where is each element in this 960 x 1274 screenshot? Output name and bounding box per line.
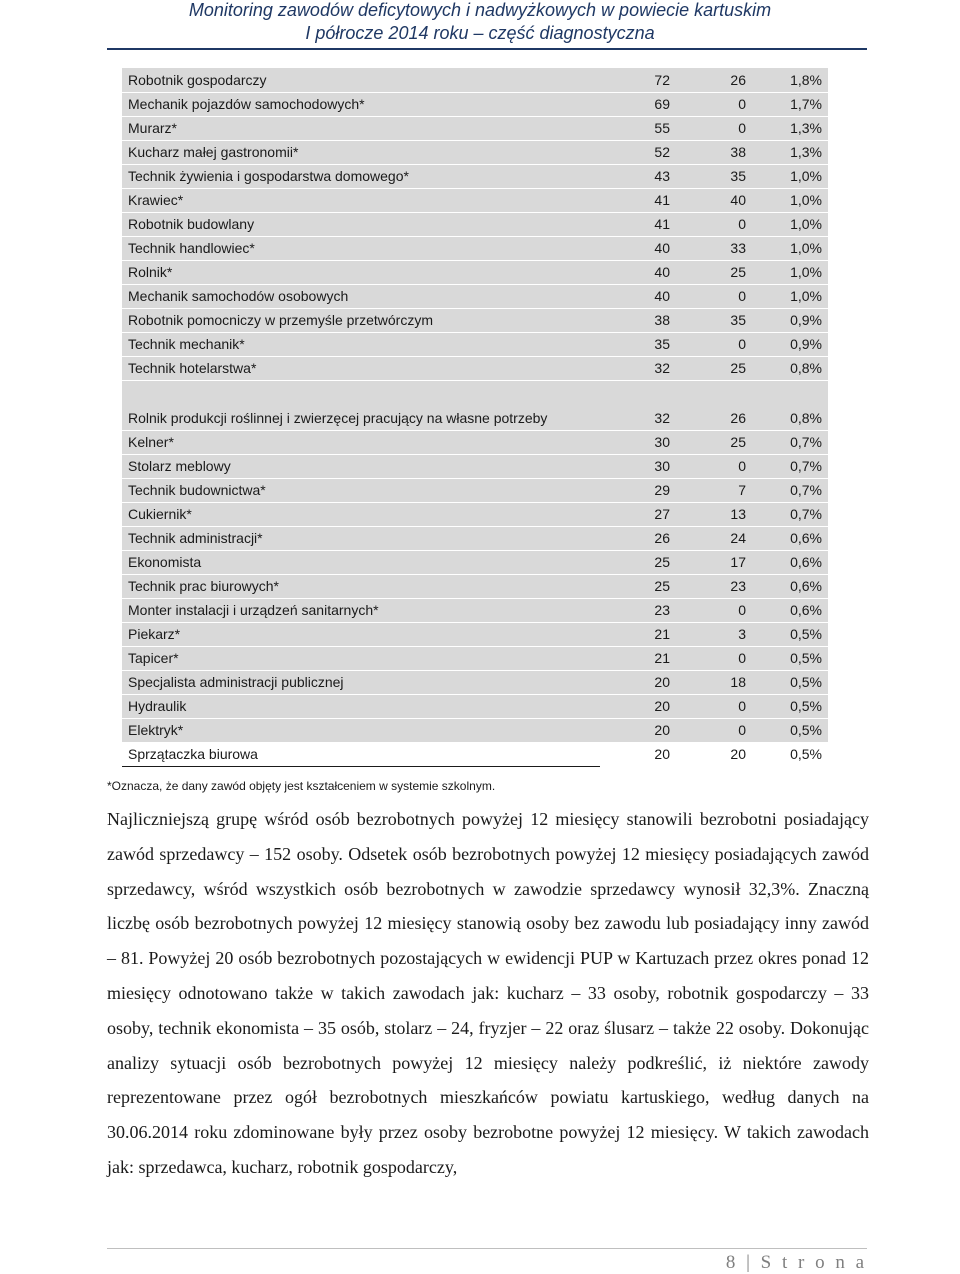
count-total-cell: 38 xyxy=(600,308,676,332)
count-secondary-cell: 33 xyxy=(676,236,752,260)
count-total-cell: 55 xyxy=(600,116,676,140)
footer-separator: | xyxy=(746,1252,753,1273)
percent-cell: 0,9% xyxy=(752,332,828,356)
percent-cell: 0,5% xyxy=(752,670,828,694)
count-total-cell: 29 xyxy=(600,478,676,502)
occupation-cell: Robotnik gospodarczy xyxy=(122,68,600,92)
count-secondary-cell: 0 xyxy=(676,116,752,140)
table-footnote: *Oznacza, że dany zawód objęty jest kształceniem w systemie szkolnym. xyxy=(107,779,496,793)
occupation-cell: Stolarz meblowy xyxy=(122,454,600,478)
count-total-cell: 25 xyxy=(600,574,676,598)
count-total-cell: 69 xyxy=(600,92,676,116)
count-total-cell: 40 xyxy=(600,260,676,284)
table-row xyxy=(122,260,828,284)
count-secondary-cell: 0 xyxy=(676,284,752,308)
occupation-cell: Rolnik produkcji roślinnej i zwierzęcej pracujący na własne potrzeby xyxy=(122,380,600,430)
body-paragraph: Najliczniejszą grupę wśród osób bezrobotnych powyżej 12 miesięcy stanowili bezrobotni posiadający zawód sprzedawcy – 152 osoby. Odsetek osób bezrobotnych powyżej 12 miesięcy posiadających zawód sprzedawcy, wśród wszystkich osób bezrobotnych w zawodzie sprzedawcy wynosił 32,3%. Znaczną liczbę osób bezrobotnych powyżej 12 miesięcy stanowią osoby bez zawodu lub posiadający inny zawód – 81. Powyżej 20 osób bezrobotnych pozostających w ewidencji PUP w Kartuzach przez okres ponad 12 miesięcy odnotowano także w takich zawodach jak: kucharz – 33 osoby, robotnik gospodarczy – 33 osoby, technik ekonomista – 35 osób, stolarz – 24, fryzjer – 22 oraz ślusarz – także 22 osoby. Dokonując analizy sytuacji osób bezrobotnych powyżej 12 miesięcy należy podkreślić, iż niektóre zawody reprezentowane przez ogół bezrobotnych mieszkańców powiatu kartuskiego, według danych na 30.06.2014 roku zdominowane były przez osoby bezrobotne powyżej 12 miesięcy. W takich zawodach jak: sprzedawca, kucharz, robotnik gospodarczy, xyxy=(107,809,869,1177)
count-secondary-cell: 35 xyxy=(676,308,752,332)
count-secondary-cell: 0 xyxy=(676,598,752,622)
table-row xyxy=(122,526,828,550)
percent-cell: 0,6% xyxy=(752,526,828,550)
page-footer xyxy=(726,1252,867,1274)
count-secondary-cell: 0 xyxy=(676,212,752,236)
percent-cell: 0,6% xyxy=(752,598,828,622)
count-secondary-cell: 35 xyxy=(676,164,752,188)
count-total-cell: 72 xyxy=(600,68,676,92)
page-label: S t r o n a xyxy=(760,1252,867,1273)
occupation-cell: Sprzątaczka biurowa xyxy=(122,742,600,766)
percent-cell: 1,3% xyxy=(752,140,828,164)
count-total-cell: 21 xyxy=(600,622,676,646)
header-title: Monitoring zawodów deficytowych i nadwyżkowych w powiecie kartuskim xyxy=(188,0,772,20)
percent-cell: 1,0% xyxy=(752,164,828,188)
count-total-cell: 41 xyxy=(600,188,676,212)
percent-cell: 0,6% xyxy=(752,550,828,574)
count-total-cell: 32 xyxy=(600,380,676,430)
percent-cell: 1,3% xyxy=(752,116,828,140)
occupation-cell: Ekonomista xyxy=(122,550,600,574)
count-total-cell: 20 xyxy=(600,718,676,742)
count-total-cell: 25 xyxy=(600,550,676,574)
count-secondary-cell: 26 xyxy=(676,68,752,92)
count-total-cell: 40 xyxy=(600,284,676,308)
percent-cell: 1,8% xyxy=(752,68,828,92)
occupation-cell: Tapicer* xyxy=(122,646,600,670)
count-secondary-cell: 0 xyxy=(676,454,752,478)
count-secondary-cell: 0 xyxy=(676,332,752,356)
table-row xyxy=(122,478,828,502)
table-row xyxy=(122,164,828,188)
percent-cell: 1,0% xyxy=(752,212,828,236)
percent-cell: 0,7% xyxy=(752,454,828,478)
percent-cell: 0,8% xyxy=(752,356,828,380)
count-total-cell: 20 xyxy=(600,670,676,694)
percent-cell: 0,7% xyxy=(752,478,828,502)
occupation-cell: Mechanik pojazdów samochodowych* xyxy=(122,92,600,116)
count-secondary-cell: 0 xyxy=(676,718,752,742)
occupation-cell: Piekarz* xyxy=(122,622,600,646)
occupation-cell: Technik budownictwa* xyxy=(122,478,600,502)
table-row xyxy=(122,188,828,212)
table-row xyxy=(122,92,828,116)
percent-cell: 0,8% xyxy=(752,380,828,430)
table-row xyxy=(122,742,828,766)
percent-cell: 1,0% xyxy=(752,236,828,260)
percent-cell: 0,5% xyxy=(752,646,828,670)
occupation-cell: Technik mechanik* xyxy=(122,332,600,356)
occupation-cell: Murarz* xyxy=(122,116,600,140)
count-total-cell: 30 xyxy=(600,454,676,478)
count-total-cell: 40 xyxy=(600,236,676,260)
count-secondary-cell: 0 xyxy=(676,646,752,670)
table-row xyxy=(122,454,828,478)
count-secondary-cell: 38 xyxy=(676,140,752,164)
occupation-cell: Kucharz małej gastronomii* xyxy=(122,140,600,164)
occupation-cell: Robotnik budowlany xyxy=(122,212,600,236)
table-row xyxy=(122,622,828,646)
occupation-cell: Monter instalacji i urządzeń sanitarnych* xyxy=(122,598,600,622)
count-secondary-cell: 17 xyxy=(676,550,752,574)
occupation-cell: Technik żywienia i gospodarstwa domowego* xyxy=(122,164,600,188)
table-row xyxy=(122,380,828,430)
table-row xyxy=(122,308,828,332)
table-row xyxy=(122,356,828,380)
count-secondary-cell: 13 xyxy=(676,502,752,526)
occupation-cell: Krawiec* xyxy=(122,188,600,212)
percent-cell: 1,0% xyxy=(752,188,828,212)
table-row xyxy=(122,116,828,140)
table-row xyxy=(122,430,828,454)
count-secondary-cell: 18 xyxy=(676,670,752,694)
table-row xyxy=(122,140,828,164)
table-row xyxy=(122,718,828,742)
count-secondary-cell: 25 xyxy=(676,430,752,454)
count-secondary-cell: 26 xyxy=(676,380,752,430)
count-secondary-cell: 0 xyxy=(676,694,752,718)
table-row xyxy=(122,670,828,694)
count-total-cell: 35 xyxy=(600,332,676,356)
count-secondary-cell: 20 xyxy=(676,742,752,766)
count-total-cell: 20 xyxy=(600,694,676,718)
occupation-cell: Cukiernik* xyxy=(122,502,600,526)
percent-cell: 0,6% xyxy=(752,574,828,598)
header-subtitle: I półrocze 2014 roku – część diagnostyczna xyxy=(305,23,655,43)
count-total-cell: 27 xyxy=(600,502,676,526)
occupation-cell: Specjalista administracji publicznej xyxy=(122,670,600,694)
occupations-table xyxy=(122,68,828,767)
percent-cell: 1,0% xyxy=(752,284,828,308)
percent-cell: 0,5% xyxy=(752,718,828,742)
count-secondary-cell: 0 xyxy=(676,92,752,116)
percent-cell: 0,5% xyxy=(752,694,828,718)
percent-cell: 0,5% xyxy=(752,622,828,646)
table-row xyxy=(122,694,828,718)
count-secondary-cell: 3 xyxy=(676,622,752,646)
table-row xyxy=(122,332,828,356)
count-total-cell: 43 xyxy=(600,164,676,188)
occupation-cell: Rolnik* xyxy=(122,260,600,284)
footer-divider xyxy=(107,1248,867,1249)
count-secondary-cell: 24 xyxy=(676,526,752,550)
count-total-cell: 41 xyxy=(600,212,676,236)
percent-cell: 1,0% xyxy=(752,260,828,284)
occupation-cell: Hydraulik xyxy=(122,694,600,718)
count-total-cell: 32 xyxy=(600,356,676,380)
percent-cell: 0,7% xyxy=(752,430,828,454)
header-divider xyxy=(107,48,867,50)
occupation-cell: Mechanik samochodów osobowych xyxy=(122,284,600,308)
occupation-cell: Elektryk* xyxy=(122,718,600,742)
count-total-cell: 23 xyxy=(600,598,676,622)
count-secondary-cell: 40 xyxy=(676,188,752,212)
count-total-cell: 21 xyxy=(600,646,676,670)
table-row xyxy=(122,212,828,236)
percent-cell: 0,5% xyxy=(752,742,828,766)
table-row xyxy=(122,284,828,308)
count-total-cell: 30 xyxy=(600,430,676,454)
occupation-cell: Kelner* xyxy=(122,430,600,454)
occupation-cell: Technik handlowiec* xyxy=(122,236,600,260)
occupation-cell: Robotnik pomocniczy w przemyśle przetwórczym xyxy=(122,308,600,332)
count-secondary-cell: 25 xyxy=(676,260,752,284)
occupation-cell: Technik prac biurowych* xyxy=(122,574,600,598)
count-secondary-cell: 25 xyxy=(676,356,752,380)
count-secondary-cell: 23 xyxy=(676,574,752,598)
page-number: 8 xyxy=(725,1252,739,1273)
count-total-cell: 52 xyxy=(600,140,676,164)
table-row xyxy=(122,598,828,622)
table-row xyxy=(122,502,828,526)
count-total-cell: 26 xyxy=(600,526,676,550)
count-secondary-cell: 7 xyxy=(676,478,752,502)
table-row xyxy=(122,574,828,598)
table-row xyxy=(122,68,828,92)
table-row xyxy=(122,236,828,260)
percent-cell: 0,7% xyxy=(752,502,828,526)
table-row xyxy=(122,646,828,670)
occupation-cell: Technik administracji* xyxy=(122,526,600,550)
percent-cell: 1,7% xyxy=(752,92,828,116)
percent-cell: 0,9% xyxy=(752,308,828,332)
count-total-cell: 20 xyxy=(600,742,676,766)
table-row xyxy=(122,550,828,574)
occupation-cell: Technik hotelarstwa* xyxy=(122,356,600,380)
